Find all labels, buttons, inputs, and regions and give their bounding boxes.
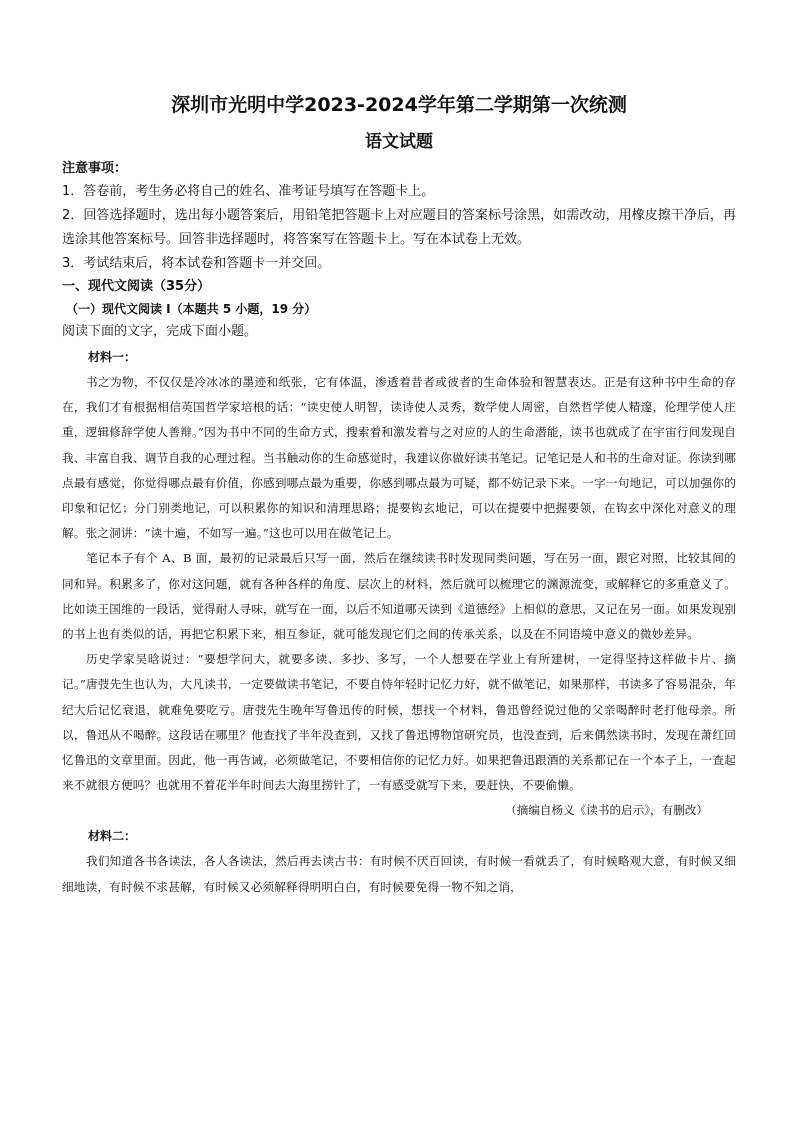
material-paragraph: 书之为物，不仅仅是冷冰冰的墨迹和纸张，它有体温，渗透着昔者或彼者的生命体验和智慧表达。正是有这种书中生命的存在，我们才有根据相信英国哲学家培根的话：“读史使人明智，读诗使人灵秀，数学使人周密，自然哲学使人精邃，伦理学使人庄重，逻辑修辞学使人善辩。”因为书中不同的生命方式，搜索着和激发着与之对应的人的生命潜能，读书也就成了在宇宙行间发现自我、丰富自我、调节自我的心理过程。当书触动你的生命感觉时，我建议你做好读书笔记。记笔记是人和书的生命对证。你读到哪点最有感觉，你觉得哪点最有价值，你感到哪点最为重要，你感到哪点最为可疑，都不妨记录下来。一字一句地记，可以加强你的印象和记忆；分门别类地记，可以积累你的知识和清理思路；提要钩玄地记，可以在提要中把握要领，在钩玄中深化对意义的理解。张之洞讲：“读十遍，不如写一遍。”这也可以用在做笔记上。 [62, 375, 736, 541]
material-one [62, 344, 736, 823]
notice-heading: 注意事项： [62, 161, 128, 176]
material-paragraph: 我们知道各书各读法，各人各读法，然后再去读古书：有时候不厌百回读，有时候一看就丢了，有时候略观大意，有时候又细细地读，有时候不求甚解，有时候又必须解释得明明白白，有时候要免得一物不知之诮， [62, 854, 736, 894]
subsection-heading: （一）现代文阅读 I（本题共 5 小题，19 分） [66, 302, 317, 316]
material-paragraph: 笔记本子有个 A、B 面，最初的记录最后只写一面，然后在继续读书时发现同类问题，写在另一面，跟它对照，比较其间的同和异。积累多了，你对这问题，就有各种各样的角度、层次上的材料，然后就可以梳理它的渊源流变，或解释它的多重意义了。比如读王国维的一段话，觉得耐人寻味，就写在一面，以后不知道哪天读到《道德经》上相似的意思，又记在另一面。如果发现别的书上也有类似的话，再把它积累下来，相互参证，就可能发现它们之间的传承关系，以及在不同语境中意义的微妙差异。 [62, 551, 736, 642]
section-heading: 一、现代文阅读（35分） [62, 279, 211, 294]
notice-item: 3．考试结束后，将本试卷和答题卡一并交回。 [62, 256, 331, 271]
exam-title: 深圳市光明中学2023-2024学年第二学期第一次统测 [171, 94, 627, 116]
reading-instruction: 阅读下面的文字，完成下面小题。 [62, 324, 258, 339]
notice-item: 1．答卷前，考生务必将自己的姓名、准考证号填写在答题卡上。 [62, 184, 435, 199]
material-paragraph: 历史学家吴晗说过：“要想学问大，就要多读、多抄、多写，一个人想要在学业上有所建树，一定得坚持这样做卡片、摘记。”唐弢先生也认为，大凡读书，一定要做读书笔记，不要自恃年轻时记忆力好，就不做笔记，如果那样，书读多了容易混杂，年纪大后记忆衰退，就难免要吃亏。唐弢先生晚年写鲁迅传的时候，想找一个材料，鲁迅曾经说过他的父亲喝醉时老打他母亲。所以，鲁迅从不喝醉。这段话在哪里？他查找了半年没查到，又找了鲁迅博物馆研究员，也没查到，后来偶然读书时，发现在萧红回忆鲁迅的文章里面。因此，他一再告诫，必须做笔记，不要相信你的记忆力好。如果把鲁迅跟酒的关系都记在一个本子上，一查起来不就很方便吗？也就用不着花半年时间去大海里捞针了，一有感受就写下来，要赶快，不要偷懒。 [62, 652, 736, 793]
material-heading: 材料一： [88, 350, 137, 364]
notice-block [62, 158, 736, 276]
material-two [62, 823, 736, 899]
material-source: （摘编自杨义《读书的启示》，有删改） [505, 803, 708, 818]
material-heading: 材料二： [88, 829, 137, 844]
exam-subtitle: 语文试题 [365, 132, 433, 152]
notice-item: 2．回答选择题时，选出每小题答案后，用铅笔把答题卡上对应题目的答案标号涂黑，如需改动，用橡皮擦干净后，再选涂其他答案标号。回答非选择题时，将答案写在答题卡上。写在本试卷上无效。 [62, 208, 736, 247]
